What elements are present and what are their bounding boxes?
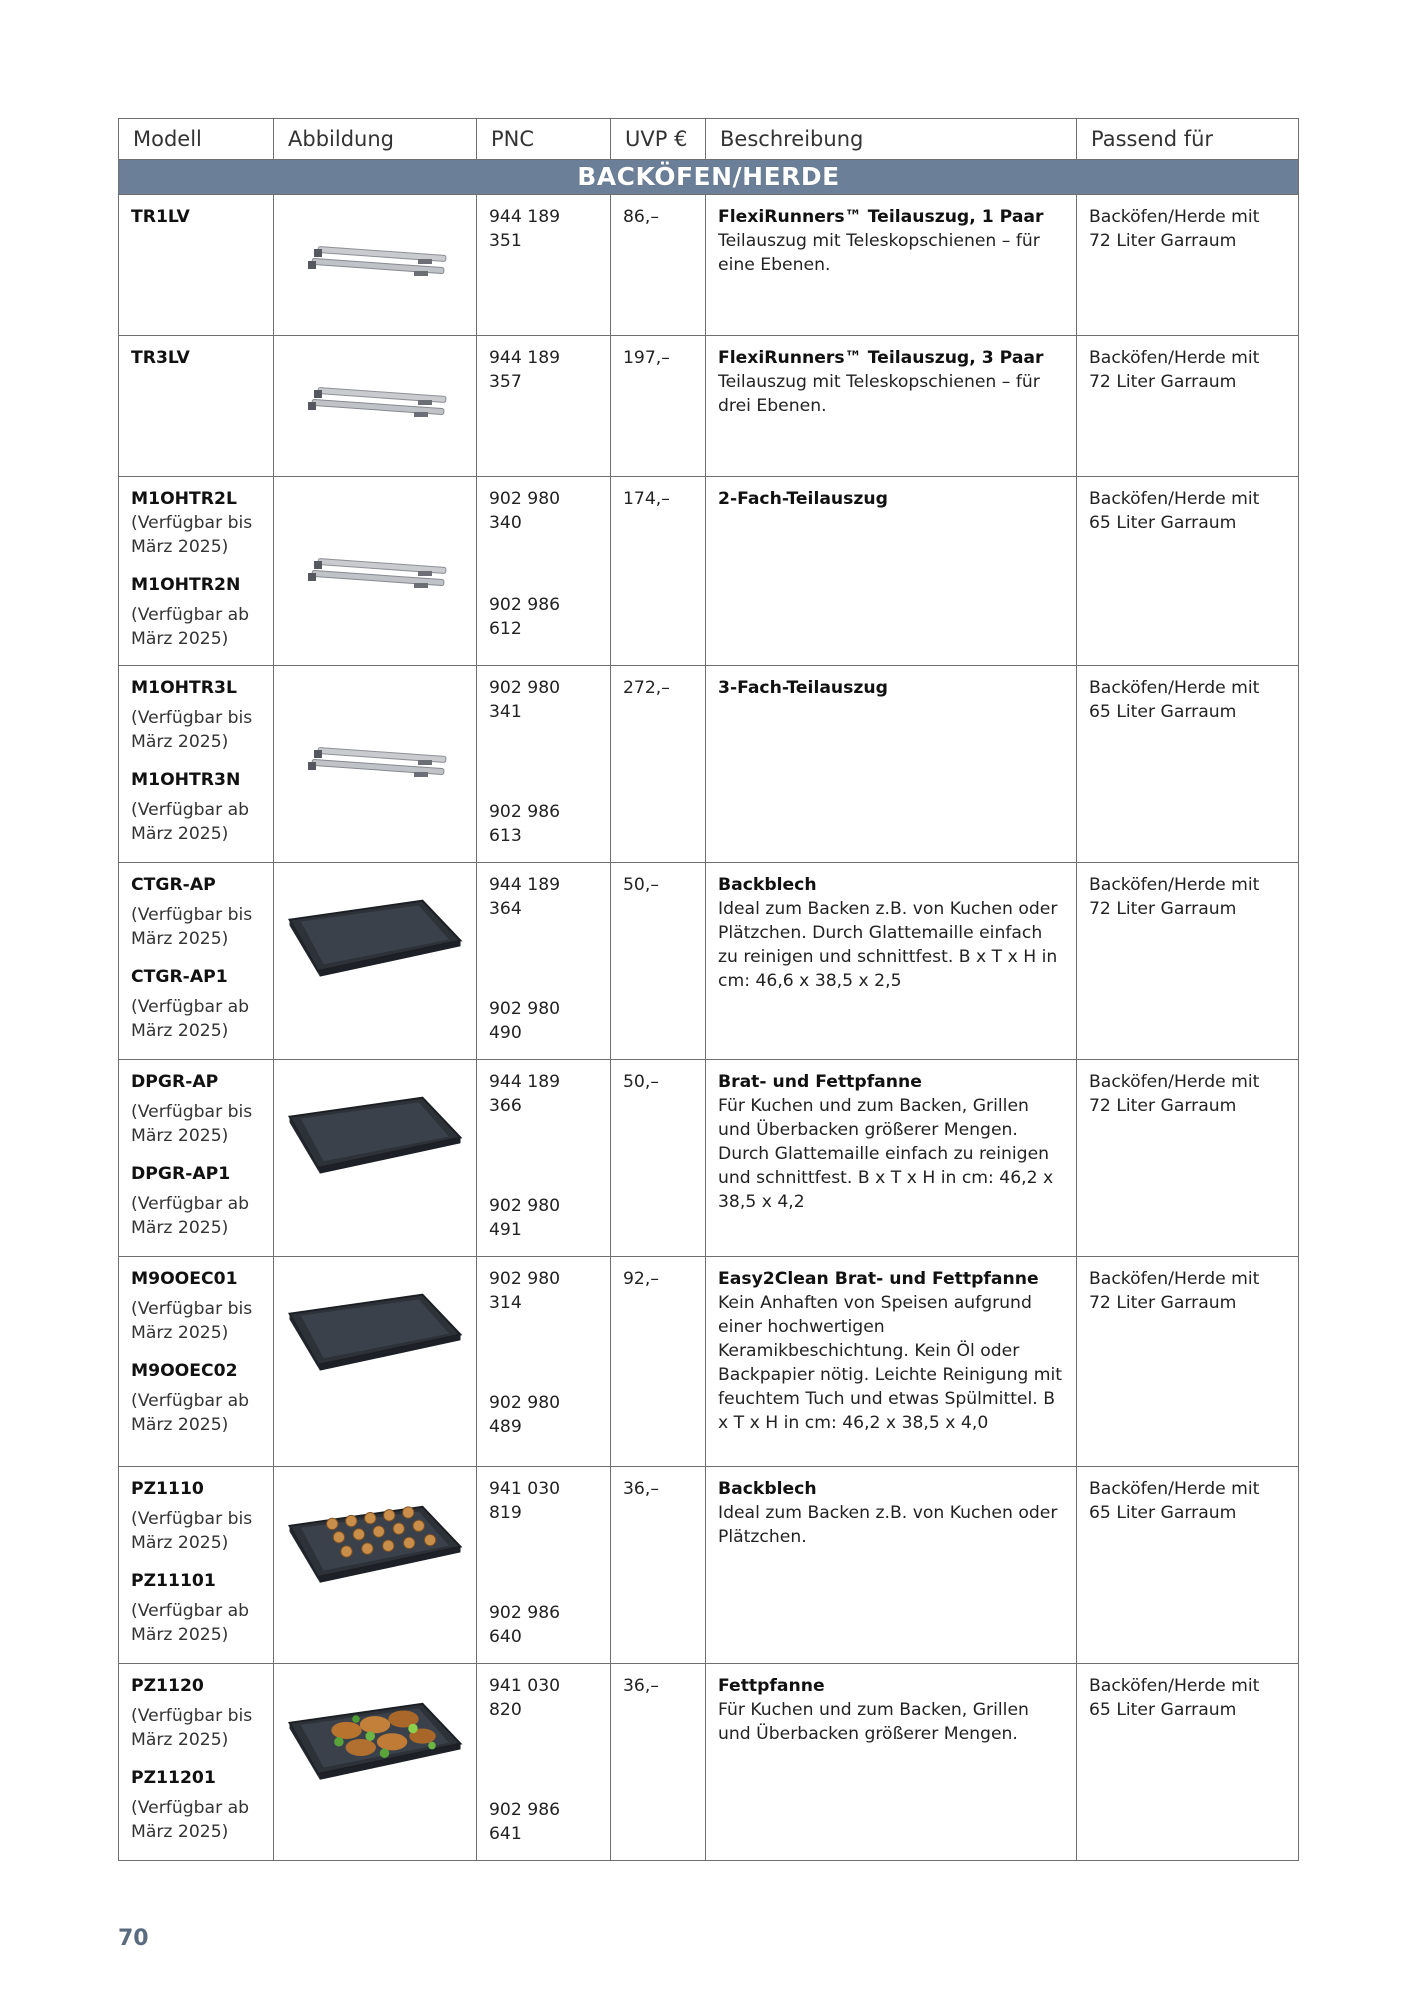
availability-note: (Verfügbar bis März 2025) bbox=[131, 905, 253, 949]
description-title: Brat- und Fettpfanne bbox=[718, 1072, 922, 1092]
table-row bbox=[119, 1664, 1299, 1861]
description-text: Teilauszug mit Teleskopschienen – für eine Ebenen. bbox=[718, 231, 1040, 275]
column-header-passend-fuer: Passend für bbox=[1077, 119, 1299, 160]
availability-note-2: (Verfügbar ab März 2025) bbox=[131, 605, 250, 649]
price: 272,– bbox=[611, 666, 706, 863]
table-row bbox=[119, 666, 1299, 863]
price: 174,– bbox=[611, 477, 706, 666]
fits-for: Backöfen/Herde mit 65 Liter Garraum bbox=[1077, 477, 1299, 666]
description-title: FlexiRunners™ Teilauszug, 1 Paar bbox=[718, 207, 1044, 227]
fits-for: Backöfen/Herde mit 65 Liter Garraum bbox=[1077, 1467, 1299, 1664]
table-row bbox=[119, 1060, 1299, 1257]
table-header-row bbox=[119, 119, 1299, 160]
fits-for: Backöfen/Herde mit 72 Liter Garraum bbox=[1077, 1060, 1299, 1257]
description-text: Für Kuchen und zum Backen, Grillen und Überbacken größerer Mengen. bbox=[718, 1700, 1029, 1744]
pnc-2: 902 986 641 bbox=[489, 1800, 561, 1844]
description-title: 2-Fach-Teilauszug bbox=[718, 489, 888, 509]
price: 50,– bbox=[611, 1060, 706, 1257]
rails-icon bbox=[280, 340, 470, 460]
fits-for: Backöfen/Herde mit 65 Liter Garraum bbox=[1077, 1664, 1299, 1861]
description-text: Teilauszug mit Teleskopschienen – für drei Ebenen. bbox=[718, 372, 1040, 416]
model-name: DPGR-AP bbox=[131, 1072, 219, 1092]
fits-for: Backöfen/Herde mit 72 Liter Garraum bbox=[1077, 863, 1299, 1060]
model-name: M9OOEC01 bbox=[131, 1269, 238, 1289]
rails-icon bbox=[280, 670, 470, 840]
fits-for: Backöfen/Herde mit 72 Liter Garraum bbox=[1077, 336, 1299, 477]
column-header-beschreibung: Beschreibung bbox=[706, 119, 1077, 160]
availability-note-2: (Verfügbar ab März 2025) bbox=[131, 997, 250, 1041]
column-header-abbildung: Abbildung bbox=[274, 119, 477, 160]
section-header-row bbox=[119, 160, 1299, 195]
model-name-2: M1OHTR3N bbox=[131, 770, 241, 790]
section-title: BACKÖFEN/HERDE bbox=[119, 160, 1299, 195]
tray-icon bbox=[280, 1261, 470, 1391]
column-header-modell: Modell bbox=[119, 119, 274, 160]
model-name: M1OHTR2L bbox=[131, 489, 237, 509]
model-name: TR1LV bbox=[131, 207, 190, 227]
pnc-2: 902 980 490 bbox=[489, 999, 561, 1043]
description-title: FlexiRunners™ Teilauszug, 3 Paar bbox=[718, 348, 1044, 368]
description-title: Fettpfanne bbox=[718, 1676, 825, 1696]
rails-icon bbox=[280, 481, 470, 641]
pnc-2: 902 986 640 bbox=[489, 1603, 561, 1647]
availability-note: (Verfügbar bis März 2025) bbox=[131, 1706, 253, 1750]
pnc: 902 980 314 bbox=[489, 1269, 561, 1313]
table-row bbox=[119, 863, 1299, 1060]
availability-note: (Verfügbar bis März 2025) bbox=[131, 1299, 253, 1343]
pnc: 944 189 364 bbox=[489, 875, 561, 919]
description-title: Backblech bbox=[718, 875, 817, 895]
roast-tray-icon bbox=[280, 1668, 470, 1808]
description-title: Backblech bbox=[718, 1479, 817, 1499]
column-header-uvp: UVP € bbox=[611, 119, 706, 160]
model-name-2: PZ11201 bbox=[131, 1768, 216, 1788]
availability-note: (Verfügbar bis März 2025) bbox=[131, 1102, 253, 1146]
pnc-2: 902 986 612 bbox=[489, 595, 561, 639]
fits-for: Backöfen/Herde mit 65 Liter Garraum bbox=[1077, 666, 1299, 863]
pnc: 944 189 351 bbox=[477, 195, 611, 336]
pnc-2: 902 980 491 bbox=[489, 1196, 561, 1240]
tray-icon bbox=[280, 867, 470, 997]
price: 197,– bbox=[611, 336, 706, 477]
price: 36,– bbox=[611, 1664, 706, 1861]
availability-note: (Verfügbar bis März 2025) bbox=[131, 708, 253, 752]
table-row bbox=[119, 477, 1299, 666]
price: 86,– bbox=[611, 195, 706, 336]
rails-icon bbox=[280, 199, 470, 319]
table-row bbox=[119, 1257, 1299, 1467]
table-row bbox=[119, 336, 1299, 477]
pnc: 902 980 341 bbox=[489, 678, 561, 722]
pnc: 941 030 820 bbox=[489, 1676, 561, 1720]
price: 50,– bbox=[611, 863, 706, 1060]
description-title: Easy2Clean Brat- und Fettpfanne bbox=[718, 1269, 1039, 1289]
price: 36,– bbox=[611, 1467, 706, 1664]
availability-note: (Verfügbar bis März 2025) bbox=[131, 1509, 253, 1553]
model-name: PZ1110 bbox=[131, 1479, 204, 1499]
table-row bbox=[119, 1467, 1299, 1664]
model-name: PZ1120 bbox=[131, 1676, 204, 1696]
pnc: 944 189 366 bbox=[489, 1072, 561, 1116]
description-text: Ideal zum Backen z.B. von Kuchen oder Plätzchen. Durch Glattemaille einfach zu reinigen und schnittfest. B x T x H in cm: 46,6 x 38,5 x 2,5 bbox=[718, 899, 1058, 991]
model-name: TR3LV bbox=[131, 348, 190, 368]
page-number: 70 bbox=[118, 1926, 149, 1951]
model-name: CTGR-AP bbox=[131, 875, 216, 895]
description-text: Für Kuchen und zum Backen, Grillen und Überbacken größerer Mengen. Durch Glattemaille einfach zu reinigen und schnittfest. B x T x H in cm: 46,2 x 38,5 x 4,2 bbox=[718, 1096, 1054, 1212]
accessories-table bbox=[118, 118, 1299, 1861]
price: 92,– bbox=[611, 1257, 706, 1467]
availability-note: (Verfügbar bis März 2025) bbox=[131, 513, 253, 557]
pnc-2: 902 986 613 bbox=[489, 802, 561, 846]
tray-icon bbox=[280, 1064, 470, 1194]
availability-note-2: (Verfügbar ab März 2025) bbox=[131, 800, 250, 844]
availability-note-2: (Verfügbar ab März 2025) bbox=[131, 1601, 250, 1645]
column-header-pnc: PNC bbox=[477, 119, 611, 160]
table-row bbox=[119, 195, 1299, 336]
model-name-2: PZ11101 bbox=[131, 1571, 216, 1591]
availability-note-2: (Verfügbar ab März 2025) bbox=[131, 1391, 250, 1435]
pnc: 941 030 819 bbox=[489, 1479, 561, 1523]
model-name-2: M1OHTR2N bbox=[131, 575, 241, 595]
fits-for: Backöfen/Herde mit 72 Liter Garraum bbox=[1077, 195, 1299, 336]
pnc-2: 902 980 489 bbox=[489, 1393, 561, 1437]
fits-for: Backöfen/Herde mit 72 Liter Garraum bbox=[1077, 1257, 1299, 1467]
model-name-2: M9OOEC02 bbox=[131, 1361, 238, 1381]
description-text: Ideal zum Backen z.B. von Kuchen oder Plätzchen. bbox=[718, 1503, 1058, 1547]
pnc: 902 980 340 bbox=[489, 489, 561, 533]
model-name-2: CTGR-AP1 bbox=[131, 967, 228, 987]
cookie-tray-icon bbox=[280, 1471, 470, 1611]
availability-note-2: (Verfügbar ab März 2025) bbox=[131, 1194, 250, 1238]
model-name: M1OHTR3L bbox=[131, 678, 237, 698]
pnc: 944 189 357 bbox=[477, 336, 611, 477]
model-name-2: DPGR-AP1 bbox=[131, 1164, 231, 1184]
description-title: 3-Fach-Teilauszug bbox=[718, 678, 888, 698]
availability-note-2: (Verfügbar ab März 2025) bbox=[131, 1798, 250, 1842]
description-text: Kein Anhaften von Speisen aufgrund einer hochwertigen Keramikbeschichtung. Kein Öl oder Backpapier nötig. Leichte Reinigung mit feuchtem Tuch und etwas Spülmittel. B x T x H in cm: 46,2 x 38,5 x 4,0 bbox=[718, 1293, 1062, 1433]
